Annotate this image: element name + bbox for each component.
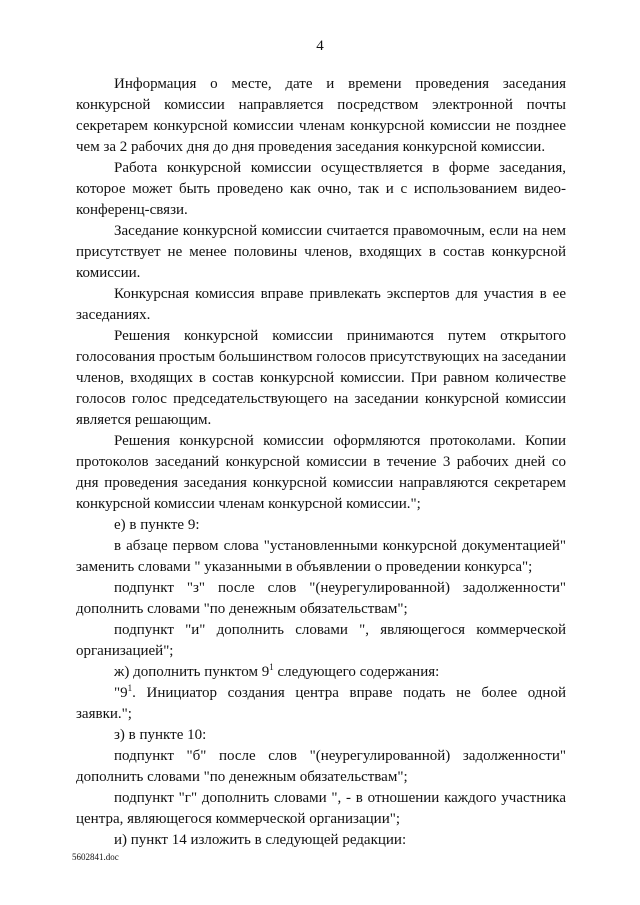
- paragraph: подпункт "и" дополнить словами ", являющегося коммерческой организацией";: [76, 622, 566, 659]
- paragraph-text: следующего содержания:: [273, 664, 440, 680]
- paragraph: з) в пункте 10:: [114, 727, 207, 743]
- superscript: 1: [127, 683, 133, 693]
- superscript: 1: [269, 662, 274, 672]
- paragraph: е) в пункте 9:: [114, 517, 200, 533]
- paragraph: Заседание конкурсной комиссии считается правомочным, если на нем присутствует не менее половины членов, входящих в состав конкурсной комиссии.: [76, 223, 566, 281]
- paragraph: подпункт "г" дополнить словами ", - в отношении каждого участника центра, являющегося коммерческой организации";: [76, 790, 566, 827]
- page-number: 4: [316, 38, 324, 54]
- paragraph-text: "9: [114, 685, 128, 701]
- paragraph: Решения конкурсной комиссии оформляются протоколами. Копии протоколов заседаний конкурсной комиссии в течение 3 рабочих дней со дня проведения заседания конкурсной комиссии направляются секретарем конкурсной комиссии членам конкурсной комиссии.";: [76, 433, 566, 512]
- paragraph: Информация о месте, дате и времени проведения заседания конкурсной комиссии направляется посредством электронной почты секретарем конкурсной комиссии членам конкурсной комиссии не позднее чем за 2 рабочих дня до дня проведения заседания конкурсной комиссии.: [76, 76, 566, 155]
- paragraph: Решения конкурсной комиссии принимаются путем открытого голосования простым большинством голосов присутствующих на заседании членов, входящих в состав конкурсной комиссии. При равном количестве голосов голос председательствующего на заседании конкурсной комиссии является решающим.: [76, 328, 566, 428]
- paragraph: Конкурсная комиссия вправе привлекать экспертов для участия в ее заседаниях.: [76, 286, 566, 323]
- paragraph: в абзаце первом слова "установленными конкурсной документацией" заменить словами " указанными в объявлении о проведении конкурса";: [76, 538, 566, 575]
- paragraph-text: . Инициатор создания центра вправе подать не более одной заявки.";: [76, 685, 566, 722]
- document-body: [76, 74, 566, 851]
- paragraph: Работа конкурсной комиссии осуществляется в форме заседания, которое может быть проведено как очно, так и с использованием видео-конференц-связи.: [76, 160, 566, 218]
- paragraph: подпункт "б" после слов "(неурегулированной) задолженности" дополнить словами "по денежным обязательствам";: [76, 748, 566, 785]
- paragraph-text: ж) дополнить пунктом 9: [114, 664, 270, 680]
- paragraph: подпункт "з" после слов "(неурегулированной) задолженности" дополнить словами "по денежным обязательствам";: [76, 580, 566, 617]
- paragraph-add-point-9-1: [76, 662, 566, 683]
- paragraph: и) пункт 14 изложить в следующей редакции:: [114, 832, 407, 848]
- footer-filename: 5602841.doc: [72, 852, 119, 862]
- paragraph-point-9-1: [76, 683, 566, 725]
